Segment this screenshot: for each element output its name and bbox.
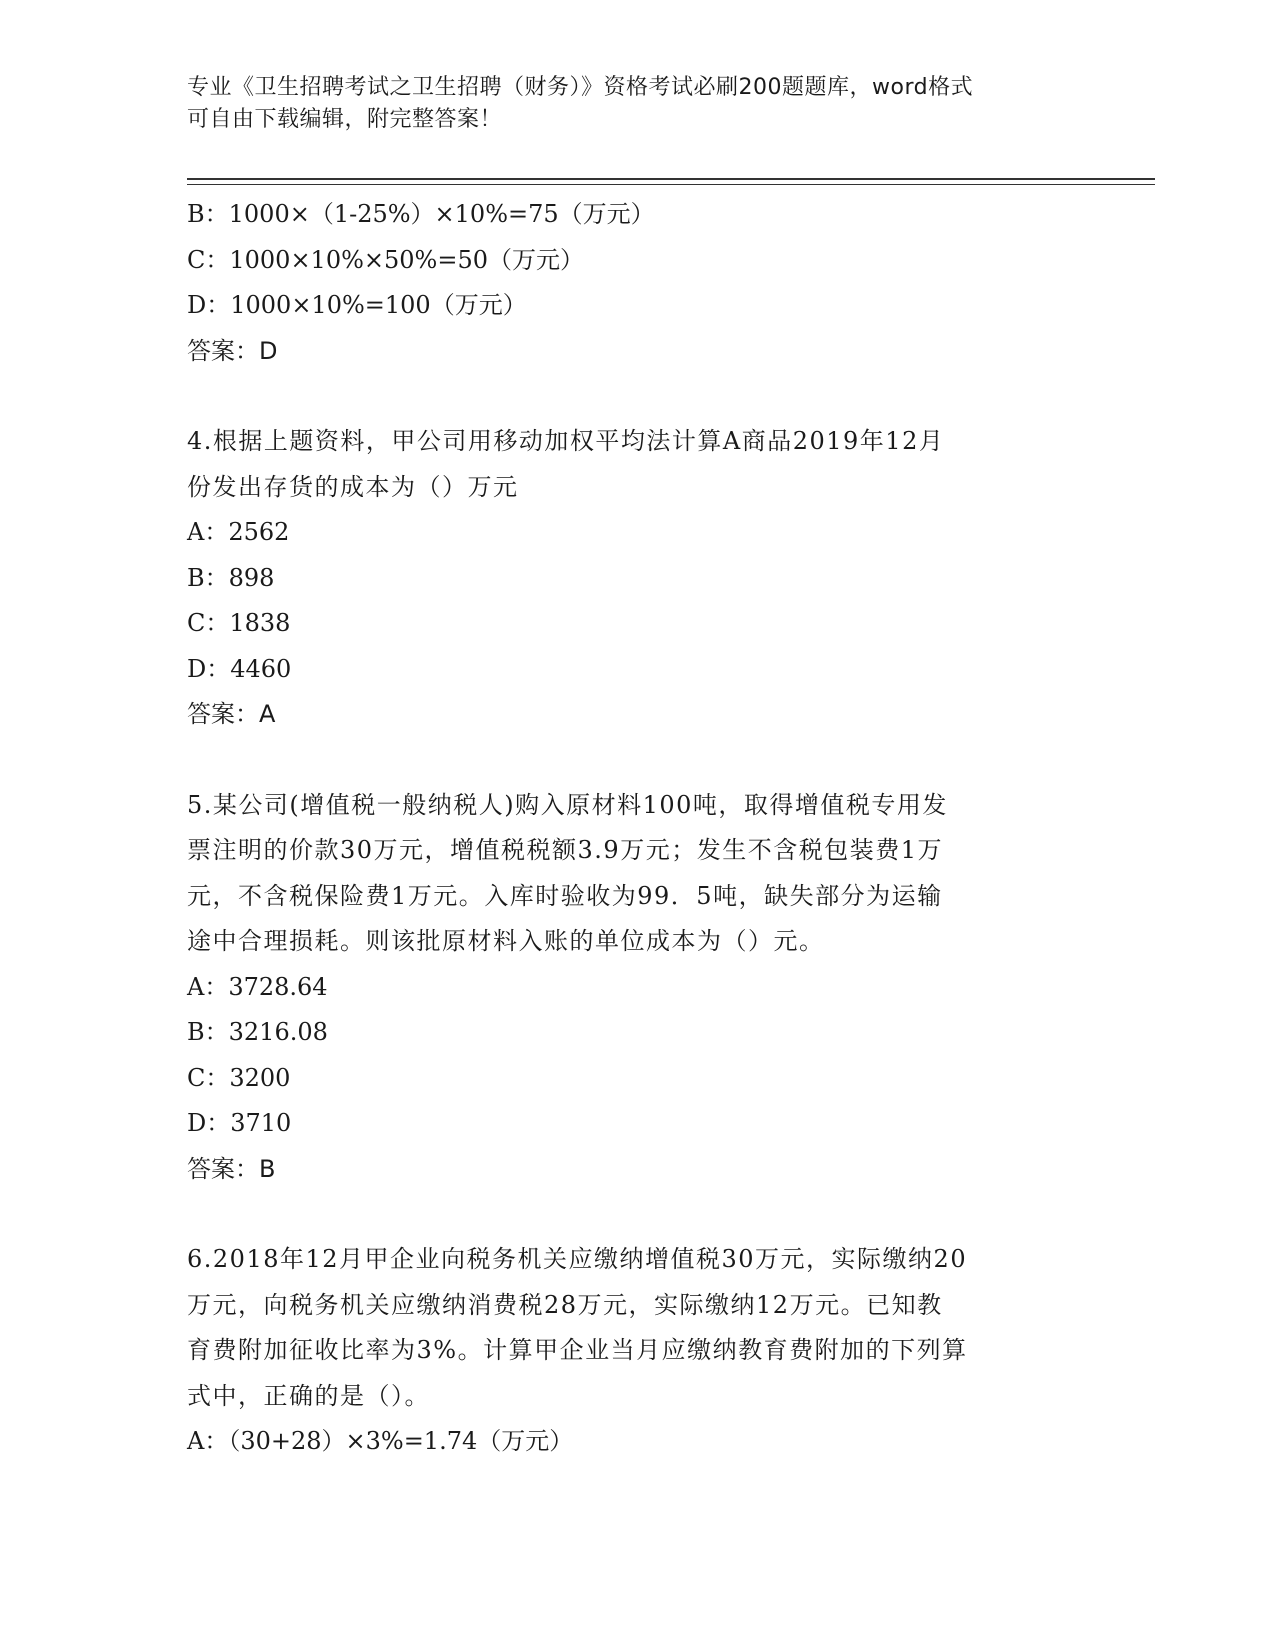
option-a: A：3728.64 (187, 972, 328, 1001)
option-b: B：1000×（1-25%）×10%=75（万元） (187, 200, 655, 228)
option-d: D：1000×10%=100（万元） (187, 291, 527, 319)
option-b: B：3216.08 (187, 1018, 328, 1046)
question-text: 份发出存货的成本为（）万元 (187, 472, 519, 501)
question-text: 票注明的价款30万元，增值税税额3.9万元；发生不含税包装费1万 (187, 836, 943, 864)
document-body (187, 192, 1077, 1465)
option-d: D：3710 (187, 1109, 292, 1137)
question-text: 途中合理损耗。则该批原材料入账的单位成本为（）元。 (187, 927, 825, 955)
option-d: D：4460 (187, 654, 292, 683)
question-text: 万元，向税务机关应缴纳消费税28万元，实际缴纳12万元。已知教 (187, 1290, 943, 1319)
answer: 答案：D (187, 336, 278, 365)
question-text: 元，不含税保险费1万元。入库时验收为99．5吨，缺失部分为运输 (187, 881, 943, 910)
question-5 (187, 783, 1077, 1193)
question-3-tail (187, 192, 1077, 374)
header-line-1: 专业《卫生招聘考试之卫生招聘（财务）》资格考试必刷200题题库，word格式 (187, 75, 974, 100)
header-rule-thick (187, 178, 1155, 180)
question-text: 式中，正确的是（）。 (187, 1381, 430, 1410)
answer: 答案：B (187, 1154, 276, 1183)
header-line-2: 可自由下载编辑，附完整答案！ (187, 107, 503, 132)
option-c: C：3200 (187, 1063, 291, 1092)
option-a: A：2562 (187, 518, 290, 546)
option-b: B：898 (187, 563, 275, 592)
answer: 答案：A (187, 700, 276, 728)
question-text: 4.根据上题资料，甲公司用移动加权平均法计算A商品2019年12月 (187, 427, 945, 455)
question-text: 6.2018年12月甲企业向税务机关应缴纳增值税30万元，实际缴纳20 (187, 1245, 968, 1273)
document-header (187, 72, 1077, 136)
option-c: C：1838 (187, 609, 291, 637)
question-text: 5.某公司(增值税一般纳税人)购入原材料100吨，取得增值税专用发 (187, 790, 948, 819)
option-c: C：1000×10%×50%=50（万元） (187, 245, 584, 274)
question-text: 育费附加征收比率为3%。计算甲企业当月应缴纳教育费附加的下列算 (187, 1336, 968, 1364)
option-a: A：（30+28）×3%=1.74（万元） (187, 1427, 574, 1455)
question-4 (187, 419, 1077, 738)
question-6 (187, 1237, 1077, 1465)
header-rule-thin (187, 184, 1155, 185)
